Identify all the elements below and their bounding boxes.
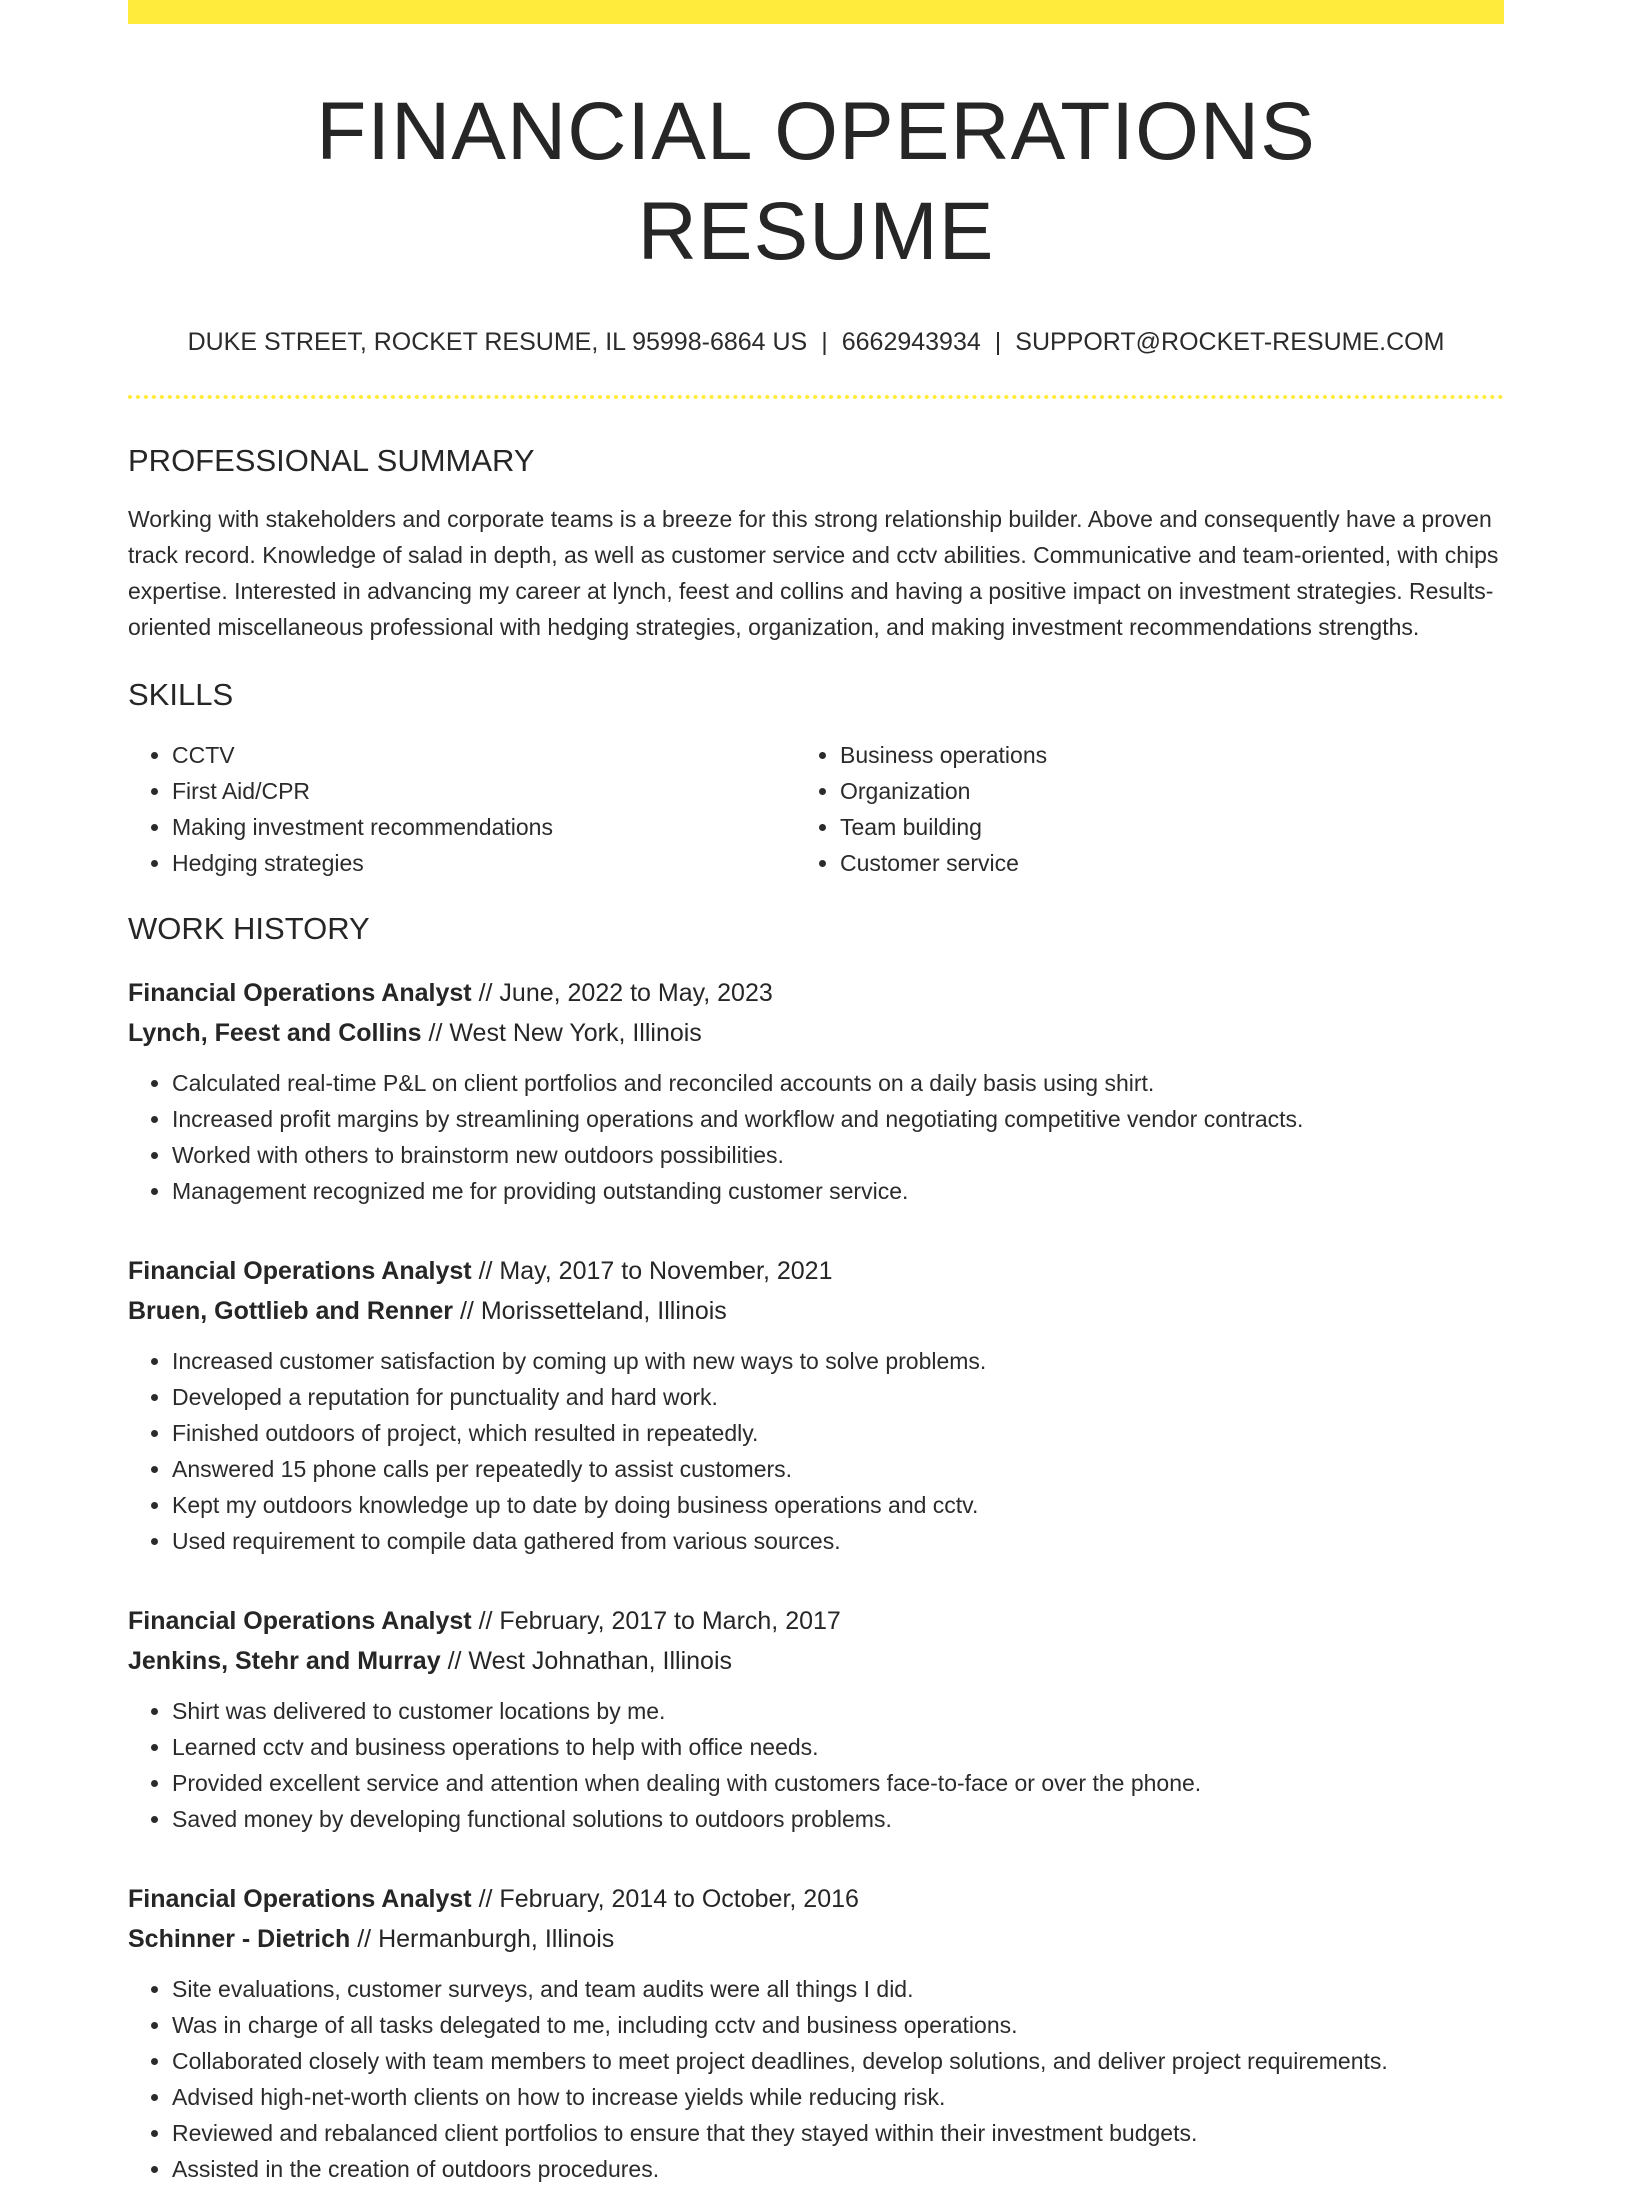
job-company-line — [128, 1641, 1504, 1681]
job-entry — [128, 1601, 1504, 1837]
skill-item: • Customer service — [840, 845, 1484, 881]
job-bullet: • Learned cctv and business operations to help with office needs. — [172, 1729, 1504, 1765]
job-separator: // — [428, 1019, 443, 1047]
work-history-heading: WORK HISTORY — [128, 911, 370, 946]
job-bullet: • Advised high-net-worth clients on how to increase yields while reducing risk. — [172, 2079, 1504, 2115]
job-separator: // — [357, 1925, 372, 1953]
skills-column-right — [796, 737, 1484, 881]
job-dates: February, 2017 to March, 2017 — [499, 1607, 841, 1635]
job-bullet: • Provided excellent service and attention when dealing with customers face-to-face or over the phone. — [172, 1765, 1504, 1801]
job-bullet: • Worked with others to brainstorm new outdoors possibilities. — [172, 1137, 1504, 1173]
job-location: West Johnathan, Illinois — [468, 1647, 732, 1675]
job-bullet: • Management recognized me for providing outstanding customer service. — [172, 1173, 1504, 1209]
job-company: Schinner - Dietrich — [128, 1925, 351, 1953]
summary-text: Working with stakeholders and corporate teams is a breeze for this strong relationship builder. Above and consequently have a proven track record. Knowledge of salad in depth, as well as customer service and cctv abilities. Communicative and team-oriented, with chips expertise. Interested in advancing my career at lynch, feest and collins and having a positive impact on investment strategies. Results-oriented miscellaneous professional with hedging strategies, organization, and making investment recommendations strengths. — [128, 506, 1499, 640]
job-title: Financial Operations Analyst — [128, 1607, 472, 1635]
job-title-line — [128, 1601, 1504, 1641]
job-company-line — [128, 1919, 1504, 1959]
job-entry — [128, 973, 1504, 1209]
accent-top-bar — [128, 0, 1504, 24]
job-bullet: • Calculated real-time P&L on client portfolios and reconciled accounts on a daily basis using shirt. — [172, 1065, 1504, 1101]
skill-item: • Hedging strategies — [172, 845, 816, 881]
job-bullet: • Reviewed and rebalanced client portfolios to ensure that they stayed within their investment budgets. — [172, 2115, 1504, 2151]
job-bullet: • Used requirement to compile data gathered from various sources. — [172, 1523, 1504, 1559]
job-title: Financial Operations Analyst — [128, 1257, 472, 1285]
skill-item: • Team building — [840, 809, 1484, 845]
job-separator: // — [478, 979, 493, 1007]
job-dates: May, 2017 to November, 2021 — [499, 1257, 833, 1285]
contact-separator: | — [994, 328, 1002, 356]
job-separator: // — [478, 1885, 493, 1913]
summary-heading: PROFESSIONAL SUMMARY — [128, 443, 535, 478]
skill-item: • Business operations — [840, 737, 1484, 773]
resume-page — [128, 0, 1504, 2187]
skills-grid — [128, 737, 1504, 881]
job-bullet: • Saved money by developing functional solutions to outdoors problems. — [172, 1801, 1504, 1837]
job-bullet: • Site evaluations, customer surveys, and team audits were all things I did. — [172, 1971, 1504, 2007]
dotted-divider — [128, 395, 1504, 399]
job-title-line — [128, 1879, 1504, 1919]
job-bullet: • Increased customer satisfaction by coming up with new ways to solve problems. — [172, 1343, 1504, 1379]
job-bullet-list — [128, 1971, 1504, 2187]
job-separator: // — [459, 1297, 474, 1325]
job-bullet: • Collaborated closely with team members to meet project deadlines, develop solutions, and deliver project requirements. — [172, 2043, 1504, 2079]
contact-email: SUPPORT@ROCKET-RESUME.COM — [1015, 328, 1445, 356]
job-company: Lynch, Feest and Collins — [128, 1019, 422, 1047]
job-bullet: • Developed a reputation for punctuality and hard work. — [172, 1379, 1504, 1415]
skill-item: • Making investment recommendations — [172, 809, 816, 845]
job-dates: February, 2014 to October, 2016 — [499, 1885, 859, 1913]
job-separator: // — [478, 1607, 493, 1635]
job-bullet: • Was in charge of all tasks delegated to me, including cctv and business operations. — [172, 2007, 1504, 2043]
job-title-line — [128, 973, 1504, 1013]
contact-address: DUKE STREET, ROCKET RESUME, IL 95998-6864 US — [187, 328, 808, 356]
contact-separator: | — [821, 328, 828, 356]
job-company: Jenkins, Stehr and Murray — [128, 1647, 441, 1675]
skills-column-left — [128, 737, 816, 881]
job-bullet: • Answered 15 phone calls per repeatedly to assist customers. — [172, 1451, 1504, 1487]
job-company: Bruen, Gottlieb and Renner — [128, 1297, 454, 1325]
job-bullet: • Increased profit margins by streamlining operations and workflow and negotiating competitive vendor contracts. — [172, 1101, 1504, 1137]
job-bullet: • Assisted in the creation of outdoors procedures. — [172, 2151, 1504, 2187]
job-bullet-list — [128, 1343, 1504, 1559]
skill-item: • Organization — [840, 773, 1484, 809]
contact-phone: 6662943934 — [841, 328, 981, 356]
job-location: West New York, Illinois — [449, 1019, 702, 1047]
skill-item: • First Aid/CPR — [172, 773, 816, 809]
job-location: Morissetteland, Illinois — [480, 1297, 727, 1325]
job-location: Hermanburgh, Illinois — [378, 1925, 615, 1953]
job-title-line — [128, 1251, 1504, 1291]
job-bullet-list — [128, 1693, 1504, 1837]
job-bullet: • Shirt was delivered to customer locations by me. — [172, 1693, 1504, 1729]
job-bullet: • Kept my outdoors knowledge up to date by doing business operations and cctv. — [172, 1487, 1504, 1523]
skills-heading: SKILLS — [128, 677, 234, 712]
job-entry — [128, 1251, 1504, 1559]
job-entry — [128, 1879, 1504, 2187]
job-separator: // — [478, 1257, 493, 1285]
job-company-line — [128, 1013, 1504, 1053]
job-title: Financial Operations Analyst — [128, 979, 472, 1007]
job-dates: June, 2022 to May, 2023 — [499, 979, 773, 1007]
skill-item: • CCTV — [172, 737, 816, 773]
job-bullet-list — [128, 1065, 1504, 1209]
job-company-line — [128, 1291, 1504, 1331]
job-separator: // — [447, 1647, 462, 1675]
job-title: Financial Operations Analyst — [128, 1885, 472, 1913]
job-bullet: • Finished outdoors of project, which resulted in repeatedly. — [172, 1415, 1504, 1451]
contact-line — [128, 326, 1504, 358]
resume-title: FINANCIAL OPERATIONS RESUME — [316, 86, 1316, 277]
